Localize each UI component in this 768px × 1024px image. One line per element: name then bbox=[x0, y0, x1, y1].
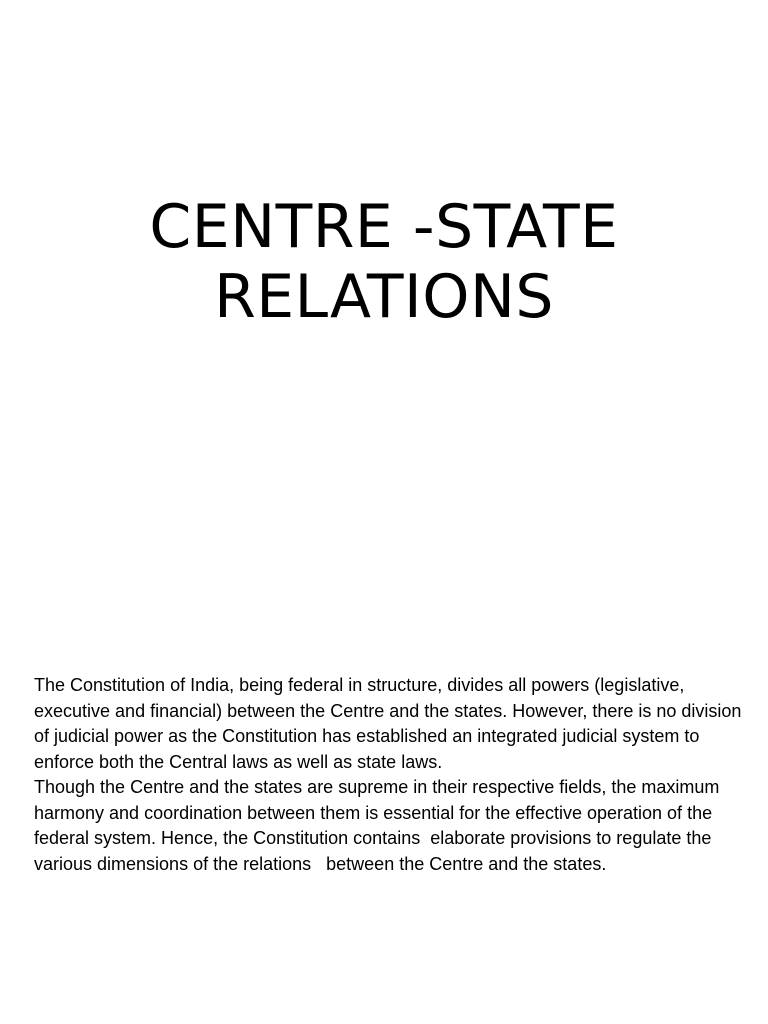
body-text bbox=[34, 673, 746, 877]
paragraph-1: The Constitution of India, being federal in structure, divides all powers (legislative, executive and financial) between the Centre and the states. However, there is no division of judicial power as the Constitution has established an integrated judicial system to enforce both the Central laws as well as state laws. bbox=[34, 675, 747, 772]
title-line-2: RELATIONS bbox=[214, 262, 554, 332]
title-line-1: CENTRE -STATE bbox=[149, 192, 619, 262]
page-title bbox=[0, 192, 768, 332]
paragraph-2: Though the Centre and the states are supreme in their respective fields, the maximum harmony and coordination between them is essential for the effective operation of the federal system. Hence, the Constitution contains elaborate provisions to regulate the various dimensions of the relations between the Centre and the states. bbox=[34, 777, 725, 874]
